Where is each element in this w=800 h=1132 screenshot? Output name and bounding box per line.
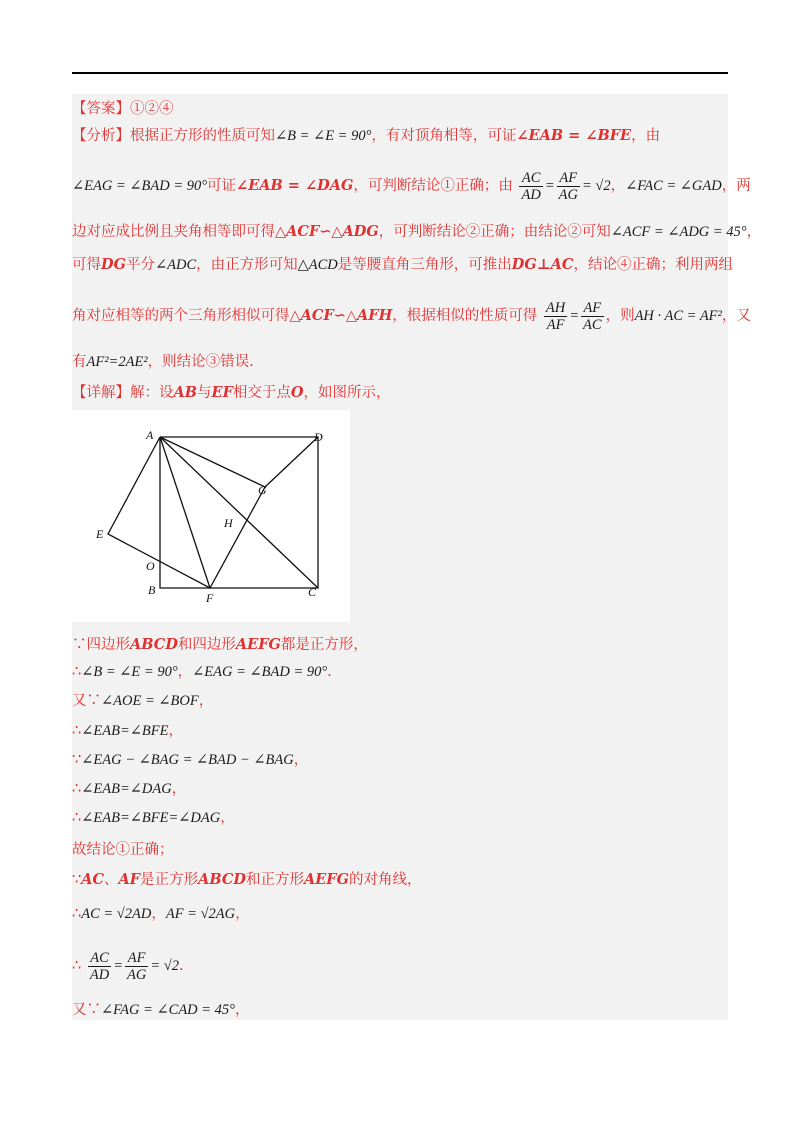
text: ∵: [72, 752, 82, 768]
label-a: A: [146, 428, 154, 442]
step-7: [72, 808, 235, 828]
equals: =: [113, 958, 123, 974]
math: ∠FAG = ∠CAD = 45°: [101, 1002, 235, 1018]
math: = √2: [150, 958, 179, 974]
text: .: [327, 664, 332, 680]
step-12: [72, 1000, 249, 1020]
math: DG: [101, 256, 126, 273]
text: ，: [293, 752, 309, 768]
math: AF²=2AE²: [86, 354, 148, 370]
text: ，根据相似的性质可得: [392, 308, 538, 324]
text: 都是正方形，: [280, 637, 368, 653]
text: ，两: [721, 178, 751, 194]
text: ，由正方形可知: [196, 257, 298, 273]
text: 的对角线，: [348, 872, 422, 888]
text: ，由: [631, 128, 661, 144]
math: = √2: [581, 178, 611, 194]
analysis-line-5: [72, 296, 751, 336]
text: 、: [104, 872, 119, 888]
text: ∴: [72, 723, 82, 739]
step-8: [72, 840, 174, 860]
numerator: AC: [88, 950, 111, 967]
text: ∴: [72, 781, 82, 797]
text: ，则: [605, 308, 635, 324]
fraction: [519, 170, 542, 203]
text: 与: [197, 385, 212, 401]
label-d: D: [314, 430, 323, 444]
math: ∠EAG = ∠BAD = 90°: [192, 664, 328, 680]
text: ，又: [721, 308, 751, 324]
math: AC = √2AD: [81, 906, 152, 922]
text: ，: [746, 224, 762, 240]
text: 边对应成比例且夹角相等即可得: [72, 224, 275, 240]
text: 可证: [207, 178, 237, 194]
label-h: H: [224, 516, 233, 530]
math: ∠EAG = ∠BAD = 90°: [72, 178, 208, 194]
math: ∠EAG − ∠BAG = ∠BAD − ∠BAG: [81, 752, 294, 768]
text: ，: [198, 693, 214, 709]
text: 又∵: [72, 693, 101, 709]
detail-tag: 【详解】: [72, 385, 130, 401]
analysis-line-6: [72, 352, 254, 372]
text: ，: [168, 723, 183, 739]
text: 是等腰直角三角形，可推出: [337, 257, 512, 273]
text: ，: [171, 781, 187, 797]
text: ∴: [72, 664, 82, 680]
text: ，: [177, 664, 193, 680]
answer-text: ①②④: [130, 101, 174, 117]
analysis-line-1: [72, 126, 660, 146]
text: 和四边形: [177, 637, 236, 653]
text: 解：设: [130, 385, 174, 401]
analysis-line-3: [72, 222, 761, 242]
square-aefg: [108, 437, 265, 588]
text: 有: [72, 354, 87, 370]
denominator: AG: [126, 966, 147, 983]
denominator: AF: [546, 316, 565, 333]
math: ∠FAC = ∠GAD: [625, 178, 722, 194]
step-2: [72, 662, 332, 682]
math: ∠B = ∠E = 90°: [275, 128, 372, 144]
text: ，则结论③错误.: [147, 354, 254, 370]
text: ，: [220, 810, 235, 826]
step-4: [72, 721, 183, 741]
equals: =: [544, 178, 555, 194]
math: △ACF∽△ADG: [275, 223, 379, 240]
step-9: [72, 870, 421, 890]
text: ∵四边形: [72, 637, 130, 653]
numerator: AH: [545, 299, 566, 316]
text: 角对应相等的两个三角形相似可得: [72, 308, 290, 324]
math: EF: [211, 384, 233, 401]
fraction: [88, 950, 111, 983]
math: ∠AOE = ∠BOF: [101, 693, 199, 709]
geometry-svg: [72, 410, 350, 622]
label-e: E: [96, 527, 104, 541]
math: AH · AC = AF²: [634, 308, 722, 324]
math: △ACF∽△AFH: [289, 307, 393, 324]
fraction: [544, 300, 567, 333]
text: ，: [235, 906, 250, 922]
math: AEFG: [235, 636, 281, 653]
text: 故结论①正确；: [72, 842, 174, 858]
text: ，如图所示，: [303, 385, 391, 401]
label-b: B: [148, 583, 156, 597]
text: ，: [610, 178, 626, 194]
label-o: O: [146, 559, 155, 573]
fraction: [557, 170, 580, 203]
step-1: [72, 635, 368, 655]
text: 又∵: [72, 1002, 101, 1018]
denominator: AD: [89, 966, 110, 983]
math: AF = √2AG: [165, 906, 236, 922]
numerator: AF: [125, 950, 148, 967]
denominator: AD: [521, 186, 541, 203]
text: 可得: [72, 257, 101, 273]
text: 根据正方形的性质可知: [130, 128, 275, 144]
math: ∠EAB=∠BFE=∠DAG: [81, 810, 221, 826]
math: ∠ADC: [154, 257, 197, 273]
math: ABCD: [130, 636, 178, 653]
analysis-tag: 【分析】: [72, 128, 130, 144]
analysis-line-4: [72, 255, 733, 275]
answer-tag: 【答案】: [72, 101, 130, 117]
answer-line: [72, 99, 174, 119]
text: 相交于点: [232, 385, 291, 401]
geometry-figure: [72, 410, 350, 622]
text: 和正方形: [245, 872, 304, 888]
math: AF: [118, 871, 141, 888]
text: ∴: [72, 958, 82, 974]
fraction: [125, 950, 148, 983]
text: .: [178, 958, 184, 974]
text: 是正方形: [140, 872, 199, 888]
math: △ACD: [297, 257, 338, 273]
step-10: [72, 904, 250, 924]
numerator: AC: [519, 170, 542, 187]
equals: =: [569, 308, 580, 324]
math: ∠EAB = ∠DAG: [236, 177, 354, 194]
text: ，可判断结论①正确；由: [353, 178, 513, 194]
text: ，结论④正确；利用两组: [573, 257, 733, 273]
step-11: [72, 946, 184, 986]
text: ∵: [72, 872, 82, 888]
label-f: F: [206, 591, 214, 605]
math: ABCD: [198, 871, 246, 888]
text: ∴: [72, 810, 82, 826]
top-rule: [72, 72, 728, 74]
math: O: [290, 384, 304, 401]
fraction: [581, 300, 604, 333]
analysis-line-2: [72, 166, 751, 206]
numerator: AF: [557, 170, 580, 187]
detail-line: [72, 383, 391, 403]
text: ，可判断结论②正确；由结论②可知: [378, 224, 611, 240]
step-3: [72, 691, 213, 711]
label-g: G: [258, 483, 267, 497]
math: ∠EAB=∠DAG: [81, 781, 172, 797]
math: DG⊥AC: [511, 256, 574, 273]
denominator: AC: [583, 316, 602, 333]
math: ∠B = ∠E = 90°: [81, 664, 178, 680]
math: ∠EAB=∠BFE: [81, 723, 169, 739]
step-6: [72, 779, 186, 799]
step-5: [72, 750, 308, 770]
math: AEFG: [303, 871, 349, 888]
segment-gd: [265, 437, 318, 487]
text: ，: [234, 1002, 250, 1018]
text: ∴: [72, 906, 82, 922]
math: ∠EAB = ∠BFE: [516, 127, 632, 144]
math: ∠ACF = ∠ADG = 45°: [610, 224, 747, 240]
math: AB: [173, 384, 198, 401]
numerator: AF: [581, 300, 604, 317]
math: AC: [81, 871, 105, 888]
text: ，有对顶角相等，可证: [371, 128, 517, 144]
denominator: AG: [558, 186, 578, 203]
text: 平分: [125, 257, 155, 273]
label-c: C: [308, 585, 317, 599]
text: ，: [151, 906, 166, 922]
